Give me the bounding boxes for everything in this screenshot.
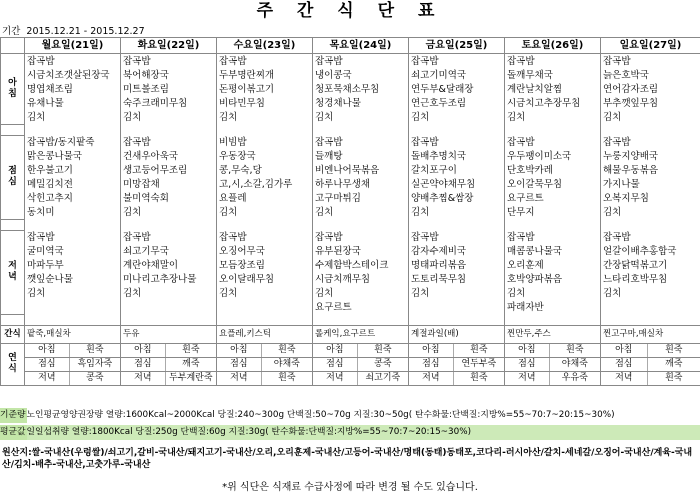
gap-cell — [313, 314, 409, 325]
soft-diet-pair — [313, 358, 408, 371]
meal-time: 점심 — [121, 358, 166, 371]
soft-diet-cell — [121, 357, 217, 371]
menu-cell: 김치 — [313, 205, 409, 219]
snack-cell: 롤케익,요구르트 — [313, 325, 409, 343]
menu-cell: 미망잡채 — [121, 177, 217, 191]
day-header: 일요일(27일) — [601, 38, 700, 54]
menu-cell: 잡곡밥 — [313, 135, 409, 149]
soft-diet-pair — [505, 358, 600, 371]
menu-cell: 감자수제비국 — [409, 244, 505, 258]
menu-cell: 김치 — [409, 286, 505, 300]
menu-cell: 연두부&달래장 — [409, 82, 505, 96]
day-header: 수요일(23일) — [217, 38, 313, 54]
menu-cell: 김치 — [121, 286, 217, 300]
menu-cell: 마파두부 — [25, 258, 121, 272]
menu-cell: 시금치고추장무침 — [505, 96, 601, 110]
breakfast-row — [1, 96, 700, 110]
soft-diet-pair — [217, 358, 312, 371]
menu-cell: 잡곡밥 — [313, 54, 409, 69]
soft-diet-pair — [313, 344, 408, 357]
menu-cell: 비엔나어묵볶음 — [313, 163, 409, 177]
snack-cell: 요플레,키스틱 — [217, 325, 313, 343]
gap-cell — [505, 219, 601, 230]
porridge-name: 흰죽 — [278, 372, 296, 383]
menu-cell: 김치 — [25, 110, 121, 124]
dinner-row — [1, 300, 700, 314]
soft-diet-cell — [313, 343, 409, 357]
dinner-gap — [1, 314, 700, 325]
menu-cell: 잡곡밥 — [409, 54, 505, 69]
menu-cell: 맑은콩나물국 — [25, 149, 121, 163]
meal-time: 아침 — [121, 344, 166, 357]
snack-cell: 찐만두,주스 — [505, 325, 601, 343]
corner-cell — [1, 38, 25, 54]
menu-cell: 오복지무침 — [601, 191, 700, 205]
menu-cell: 오징어무국 — [217, 244, 313, 258]
menu-cell: 파래자반 — [505, 300, 601, 314]
menu-cell: 시금치깨무침 — [313, 272, 409, 286]
menu-cell: 김치 — [601, 286, 700, 300]
page-title: 주 간 식 단 표 — [256, 1, 444, 21]
menu-cell: 얼갈이배추홍합국 — [601, 244, 700, 258]
soft-diet-pair — [121, 358, 216, 371]
menu-cell: 깻잎순나물 — [25, 272, 121, 286]
header-row — [1, 38, 700, 54]
porridge-name: 흰죽 — [566, 344, 584, 355]
porridge-name: 연두부죽 — [461, 358, 497, 369]
menu-cell: 오이달래무침 — [217, 272, 313, 286]
breakfast-row — [1, 110, 700, 124]
soft-diet-cell — [25, 357, 121, 371]
menu-cell: 김치 — [409, 110, 505, 124]
menu-cell: 고,시,소갈,김가루 — [217, 177, 313, 191]
menu-cell: 잡곡밥 — [601, 135, 700, 149]
soft-diet-row — [1, 357, 700, 371]
menu-cell: 비타민무침 — [217, 96, 313, 110]
gap-cell — [409, 124, 505, 135]
menu-cell: 잡곡밥 — [217, 230, 313, 244]
breakfast-gap — [1, 124, 700, 135]
soft-diet-pair — [505, 372, 600, 385]
meal-time: 저녁 — [601, 372, 648, 385]
menu-cell — [601, 300, 700, 314]
menu-cell: 늙은호박국 — [601, 68, 700, 82]
menu-cell: 간장닭떡볶고기 — [601, 258, 700, 272]
menu-cell: 생고등어무조림 — [121, 163, 217, 177]
day-header: 토요일(26일) — [505, 38, 601, 54]
menu-cell: 오리훈제 — [505, 258, 601, 272]
menu-cell: 오이갈묵무침 — [505, 177, 601, 191]
meal-time: 저녁 — [505, 372, 550, 385]
menu-cell: 김치 — [25, 286, 121, 300]
menu-cell: 돌배추명치국 — [409, 149, 505, 163]
menu-cell — [409, 300, 505, 314]
meal-time: 점심 — [409, 358, 454, 371]
breakfast-label-text: 아 침 — [8, 77, 17, 99]
meal-time: 저녁 — [25, 372, 70, 385]
menu-cell: 미트볼조림 — [121, 82, 217, 96]
snack-cell: 두유 — [121, 325, 217, 343]
menu-cell: 양배추찜&쌈장 — [409, 191, 505, 205]
soft-diet-pair — [217, 372, 312, 385]
menu-cell: 잡곡밥 — [25, 230, 121, 244]
menu-cell: 잡곡밥 — [505, 54, 601, 69]
menu-cell: 느타리호박무침 — [601, 272, 700, 286]
menu-cell: 잡곡밥 — [25, 54, 121, 69]
porridge-name: 흰죽 — [470, 344, 488, 355]
menu-cell: 유채나물 — [25, 96, 121, 110]
porridge-name: 흰죽 — [665, 372, 683, 383]
meal-time: 아침 — [217, 344, 262, 357]
soft-diet-cell — [505, 357, 601, 371]
menu-cell: 잡곡밥 — [601, 54, 700, 69]
soft-diet-cell — [313, 371, 409, 385]
lunch-label-text: 점 심 — [8, 166, 17, 187]
porridge-name: 두부계란죽 — [169, 372, 213, 383]
menu-cell: 잡곡밥 — [121, 230, 217, 244]
menu-cell: 모듬장조림 — [217, 258, 313, 272]
menu-cell: 해물우동볶음 — [601, 163, 700, 177]
gap-cell — [25, 219, 121, 230]
gap-cell — [25, 124, 121, 135]
menu-cell: 김치 — [409, 205, 505, 219]
day-header: 월요일(21일) — [25, 38, 121, 54]
menu-cell: 김치 — [217, 286, 313, 300]
menu-cell: 요구르트 — [505, 191, 601, 205]
meal-time: 점심 — [601, 358, 648, 371]
menu-cell: 김치 — [601, 205, 700, 219]
soft-diet-pair — [601, 358, 700, 371]
menu-cell: 굴미역국 — [25, 244, 121, 258]
soft-diet-pair — [409, 344, 504, 357]
menu-cell: 김치 — [601, 110, 700, 124]
period-range: 기간 2015.12.21 - 2015.12.27 — [2, 26, 145, 37]
soft-diet-pair — [121, 372, 216, 385]
gap-label — [1, 219, 25, 230]
gap-cell — [313, 124, 409, 135]
porridge-name: 깨죽 — [182, 358, 200, 369]
menu-cell: 계란날치알찜 — [505, 82, 601, 96]
soft-diet-cell — [121, 343, 217, 357]
soft-diet-pair — [601, 372, 700, 385]
gap-cell — [601, 219, 700, 230]
menu-cell: 잡곡밥 — [505, 230, 601, 244]
meal-time: 아침 — [25, 344, 70, 357]
soft-diet-cell — [217, 343, 313, 357]
soft-diet-cell — [25, 343, 121, 357]
standard-tag: 기준량 — [0, 408, 27, 423]
meal-time: 저녁 — [313, 372, 358, 385]
gap-cell — [121, 219, 217, 230]
menu-cell: 잡곡밥 — [409, 135, 505, 149]
menu-cell: 갈치포구이 — [409, 163, 505, 177]
porridge-name: 우유죽 — [561, 372, 588, 383]
gap-cell — [217, 124, 313, 135]
meal-time: 아침 — [601, 344, 648, 357]
soft-diet-pair — [505, 344, 600, 357]
snack-cell: 계절과일(배) — [409, 325, 505, 343]
lunch-gap — [1, 219, 700, 230]
snack-cell: 팥죽,매실차 — [25, 325, 121, 343]
menu-cell: 김치 — [313, 286, 409, 300]
soft-diet-cell — [601, 343, 700, 357]
menu-cell — [217, 300, 313, 314]
meal-time: 점심 — [25, 358, 70, 371]
meal-time: 저녁 — [121, 372, 166, 385]
menu-cell: 메밀김치전 — [25, 177, 121, 191]
gap-cell — [505, 314, 601, 325]
menu-cell: 도토리묵무침 — [409, 272, 505, 286]
menu-cell: 김치 — [121, 110, 217, 124]
menu-cell: 누룽지양배국 — [601, 149, 700, 163]
soft-diet-label-text: 연 식 — [8, 353, 17, 374]
standard-row — [0, 408, 700, 423]
dinner-row — [1, 272, 700, 286]
dinner-row — [1, 286, 700, 300]
dinner-row — [1, 258, 700, 272]
breakfast-row — [1, 82, 700, 96]
menu-cell: 냉이콩국 — [313, 68, 409, 82]
menu-cell: 유부된장국 — [313, 244, 409, 258]
menu-cell: 쇠고기미역국 — [409, 68, 505, 82]
snack-row — [1, 325, 700, 343]
footer-note: *위 식단은 식재료 수급사정에 따라 변경 될 수도 있습니다. — [222, 482, 478, 493]
menu-cell: 잡곡밥 — [121, 135, 217, 149]
lunch-row — [1, 177, 700, 191]
menu-cell: 단무지 — [505, 205, 601, 219]
menu-cell: 호박양파볶음 — [505, 272, 601, 286]
weekly-menu-table — [0, 37, 700, 386]
soft-diet-cell — [505, 343, 601, 357]
day-header: 금요일(25일) — [409, 38, 505, 54]
menu-cell: 우동장국 — [217, 149, 313, 163]
soft-diet-cell — [409, 357, 505, 371]
menu-cell: 돌깨무채국 — [505, 68, 601, 82]
lunch-row — [1, 205, 700, 219]
gap-cell — [409, 314, 505, 325]
porridge-name: 쇠고기죽 — [365, 372, 401, 383]
average-text: 일일섭취량 열량:1800Kcal 당질:250g 단백질:60g 지질:30g( 탄수화물:단백질:지방%=55~70:7~20:15~30%) — [26, 427, 472, 437]
menu-cell: 연근호두조림 — [409, 96, 505, 110]
gap-cell — [313, 219, 409, 230]
dinner-row — [1, 230, 700, 244]
menu-cell: 요구르트 — [313, 300, 409, 314]
menu-cell: 실곤약야채무침 — [409, 177, 505, 191]
gap-cell — [505, 124, 601, 135]
soft-diet-row — [1, 371, 700, 385]
menu-cell: 숙주크래미무침 — [121, 96, 217, 110]
gap-cell — [121, 124, 217, 135]
menu-cell: 하루나무생채 — [313, 177, 409, 191]
menu-cell: 김치 — [217, 205, 313, 219]
soft-diet-row — [1, 343, 700, 357]
meal-time: 저녁 — [409, 372, 454, 385]
soft-diet-cell — [217, 357, 313, 371]
gap-label — [1, 314, 25, 325]
menu-cell: 시금치조갯살된장국 — [25, 68, 121, 82]
meal-time: 아침 — [409, 344, 454, 357]
porridge-name: 흰죽 — [470, 372, 488, 383]
porridge-name: 콩죽 — [374, 358, 392, 369]
menu-cell: 가지나물 — [601, 177, 700, 191]
menu-cell: 돈평이볶고기 — [217, 82, 313, 96]
meal-time: 아침 — [313, 344, 358, 357]
menu-cell: 잡곡밥 — [409, 230, 505, 244]
menu-cell — [121, 300, 217, 314]
menu-cell: 잡곡밥 — [505, 135, 601, 149]
porridge-name: 흰죽 — [665, 344, 683, 355]
menu-cell: 잡곡밥 — [217, 54, 313, 69]
gap-cell — [601, 314, 700, 325]
lunch-row — [1, 163, 700, 177]
gap-cell — [601, 124, 700, 135]
gap-cell — [409, 219, 505, 230]
gap-cell — [217, 314, 313, 325]
menu-cell: 부추깻잎무침 — [601, 96, 700, 110]
soft-diet-cell — [505, 371, 601, 385]
day-header: 화요일(22일) — [121, 38, 217, 54]
menu-cell — [25, 300, 121, 314]
menu-cell: 미나리고추장나물 — [121, 272, 217, 286]
menu-cell: 청포묵채소무침 — [313, 82, 409, 96]
soft-diet-cell — [217, 371, 313, 385]
menu-cell: 단호박카레 — [505, 163, 601, 177]
soft-diet-label — [1, 343, 25, 385]
menu-cell: 청경채나물 — [313, 96, 409, 110]
dinner-label — [1, 230, 25, 314]
soft-diet-cell — [121, 371, 217, 385]
menu-cell: 김치 — [217, 110, 313, 124]
lunch-row — [1, 191, 700, 205]
soft-diet-pair — [409, 358, 504, 371]
menu-cell: 콩,무숙,당 — [217, 163, 313, 177]
lunch-row — [1, 135, 700, 149]
porridge-name: 흑임자죽 — [77, 358, 113, 369]
meal-time: 점심 — [217, 358, 262, 371]
breakfast-row — [1, 54, 700, 69]
soft-diet-pair — [409, 372, 504, 385]
menu-cell: 매콤콩나물국 — [505, 244, 601, 258]
menu-cell: 들깨탕 — [313, 149, 409, 163]
menu-cell: 건새우아욱국 — [121, 149, 217, 163]
gap-cell — [121, 314, 217, 325]
porridge-name: 흰죽 — [182, 344, 200, 355]
menu-cell: 불미역숙회 — [121, 191, 217, 205]
menu-cell: 명엽채조림 — [25, 82, 121, 96]
average-tag: 평균값 — [0, 425, 27, 440]
menu-cell: 잡곡밥/동지팥죽 — [25, 135, 121, 149]
dinner-label-text: 저 녁 — [8, 261, 17, 282]
breakfast-label — [1, 54, 25, 125]
porridge-name: 야채죽 — [273, 358, 300, 369]
menu-cell: 김치 — [505, 286, 601, 300]
menu-cell: 김치 — [121, 205, 217, 219]
meal-time: 아침 — [505, 344, 550, 357]
menu-cell: 요플레 — [217, 191, 313, 205]
menu-cell: 두부명란찌개 — [217, 68, 313, 82]
day-header: 목요일(24일) — [313, 38, 409, 54]
soft-diet-pair — [601, 344, 700, 357]
menu-cell: 김치 — [313, 110, 409, 124]
lunch-label — [1, 135, 25, 219]
menu-cell: 김치 — [505, 110, 601, 124]
menu-cell: 쇠고기무국 — [121, 244, 217, 258]
gap-cell — [217, 219, 313, 230]
soft-diet-pair — [25, 372, 120, 385]
menu-cell: 계란야채말이 — [121, 258, 217, 272]
menu-cell: 삭힌고추지 — [25, 191, 121, 205]
standard-text: 노인평균영양권장량 열량:1600Kcal~2000Kcal 당질:240~300g 단백질:50~70g 지질:30~50g( 탄수화물:단백질:지방%=55~70:7~20:15~30%) — [26, 410, 615, 420]
porridge-name: 깨죽 — [665, 358, 683, 369]
menu-cell: 명태파리볶음 — [409, 258, 505, 272]
menu-cell: 고구마튀김 — [313, 191, 409, 205]
menu-cell: 연어감자조림 — [601, 82, 700, 96]
lunch-row — [1, 149, 700, 163]
gap-label — [1, 124, 25, 135]
soft-diet-pair — [121, 344, 216, 357]
soft-diet-cell — [409, 343, 505, 357]
origin-info: 원산지:쌀-국내산(우렁쌀)/쇠고기,갈비-국내산/돼지고기-국내산/오리,오리훈제-국내산/고등어-국내산/명태(동태)동태포,코다리-러시아산/갈치-세네갈/오징어-국내산/계육-국내산/김치-배추-국내산,고춧가루-국내산 — [2, 448, 693, 470]
dinner-row — [1, 244, 700, 258]
soft-diet-cell — [25, 371, 121, 385]
soft-diet-pair — [25, 358, 120, 371]
menu-cell: 잡곡밥 — [121, 54, 217, 69]
breakfast-row — [1, 68, 700, 82]
menu-cell: 수제함박스테이크 — [313, 258, 409, 272]
meal-time: 저녁 — [217, 372, 262, 385]
gap-cell — [25, 314, 121, 325]
soft-diet-cell — [601, 371, 700, 385]
porridge-name: 야채죽 — [561, 358, 588, 369]
porridge-name: 흰죽 — [374, 344, 392, 355]
soft-diet-cell — [313, 357, 409, 371]
menu-cell: 잡곡밥 — [601, 230, 700, 244]
soft-diet-pair — [25, 344, 120, 357]
menu-cell: 잡곡밥 — [313, 230, 409, 244]
meal-time: 점심 — [313, 358, 358, 371]
snack-cell: 찐고구마,매실차 — [601, 325, 700, 343]
meal-time: 점심 — [505, 358, 550, 371]
soft-diet-cell — [409, 371, 505, 385]
menu-cell: 한우불고기 — [25, 163, 121, 177]
porridge-name: 흰죽 — [278, 344, 296, 355]
average-row — [0, 425, 700, 440]
menu-cell: 우두팽이미소국 — [505, 149, 601, 163]
menu-cell: 비빔밥 — [217, 135, 313, 149]
soft-diet-cell — [601, 357, 700, 371]
soft-diet-pair — [217, 344, 312, 357]
snack-label: 간식 — [1, 325, 25, 343]
menu-cell: 동치미 — [25, 205, 121, 219]
soft-diet-pair — [313, 372, 408, 385]
porridge-name: 콩죽 — [86, 372, 104, 383]
menu-cell: 북어해장국 — [121, 68, 217, 82]
porridge-name: 흰죽 — [86, 344, 104, 355]
